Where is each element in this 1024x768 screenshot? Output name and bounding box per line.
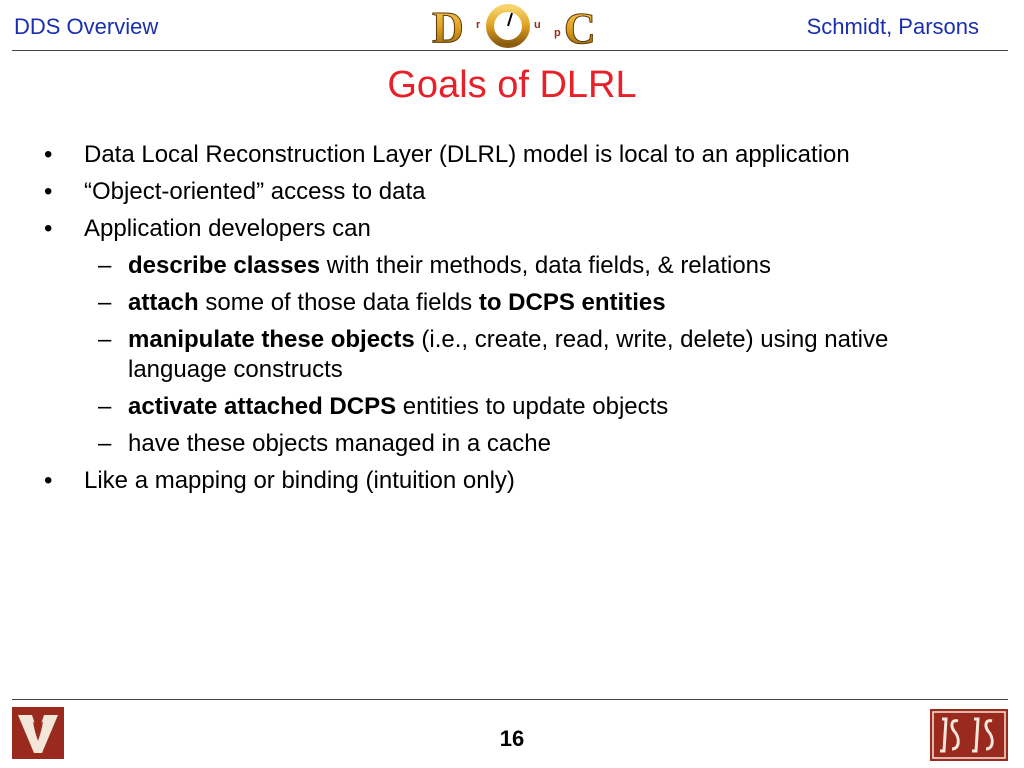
header-right-text: Schmidt, Parsons — [806, 14, 979, 39]
bullet-text-segment: Application developers can — [84, 215, 371, 242]
bullet-text-segment: Like a mapping or binding (intuition only) — [84, 467, 515, 494]
bullet-text-segment: with their methods, data fields, & relations — [320, 252, 772, 279]
bullet-text-bold: describe classes — [128, 252, 321, 279]
bullet-text — [128, 289, 666, 316]
bullet-text — [128, 252, 771, 279]
footer-divider — [12, 699, 1008, 700]
bullet-text-segment: entities to update objects — [396, 393, 669, 420]
bullet-item — [42, 466, 982, 496]
bullet-text — [128, 326, 888, 383]
bullet-marker: • — [44, 467, 53, 494]
bullet-text — [84, 141, 850, 168]
doc-group-logo — [430, 2, 598, 48]
logo-letter-r: r — [476, 19, 481, 31]
sub-bullet-item — [42, 392, 982, 422]
isis-logo-background — [930, 709, 1008, 761]
bullet-marker: – — [98, 289, 112, 316]
sub-bullet-item — [42, 251, 982, 281]
slide-title: Goals of DLRL — [387, 64, 637, 106]
page-number: 16 — [499, 726, 525, 751]
bullet-item — [42, 140, 982, 170]
header-divider — [12, 50, 1008, 51]
bullet-marker: • — [44, 141, 53, 168]
logo-letter-u: u — [534, 19, 541, 31]
bullet-text-bold: to DCPS entities — [478, 289, 666, 316]
bullet-item — [42, 177, 982, 207]
sub-bullet-item — [42, 429, 982, 459]
bullet-marker: – — [98, 326, 112, 353]
bullet-marker: – — [98, 430, 112, 457]
bullet-text — [84, 215, 371, 242]
bullet-text — [84, 178, 426, 205]
logo-letter-d: D — [432, 3, 464, 48]
logo-letter-p: p — [554, 27, 561, 39]
bullet-marker: • — [44, 178, 53, 205]
bullet-text — [128, 393, 668, 420]
bullet-text-segment: have these objects managed in a cache — [128, 430, 551, 457]
bullet-text — [84, 467, 515, 494]
sub-bullet-item — [42, 288, 982, 318]
bullet-marker: – — [98, 252, 112, 279]
bullet-item — [42, 214, 982, 244]
bullet-text-segment: “Object-oriented” access to data — [84, 178, 426, 205]
bullet-marker: – — [98, 393, 112, 420]
bullet-text-bold: attach — [128, 289, 199, 316]
bullet-text-segment: Data Local Reconstruction Layer (DLRL) model is local to an application — [84, 141, 850, 168]
bullet-list — [42, 140, 982, 503]
bullet-text-segment: (i.e., create, read, write, delete) using native language constructs — [128, 326, 889, 383]
bullet-text — [128, 430, 551, 457]
logo-letter-c: C — [564, 4, 596, 48]
header-left-text: DDS Overview — [14, 14, 159, 39]
bullet-text-segment: some of those data fields — [198, 289, 479, 316]
bullet-text-bold: manipulate these objects — [128, 326, 415, 353]
isis-logo — [930, 709, 1008, 761]
bullet-text-bold: activate attached DCPS — [128, 393, 397, 420]
sub-bullet-item — [42, 325, 982, 385]
bullet-marker: • — [44, 215, 53, 242]
